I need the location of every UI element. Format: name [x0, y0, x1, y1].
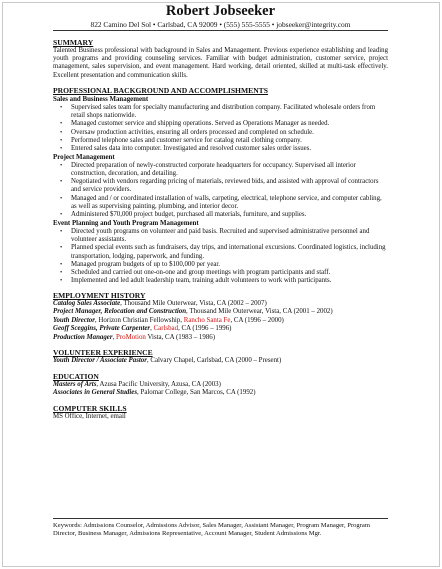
bullet-icon: •	[60, 120, 63, 128]
professional-heading: PROFESSIONAL BACKGROUND AND ACCOMPLISHMENTS	[53, 85, 268, 95]
list-item: • Scheduled and carried out one-on-one and group meetings with program participants and staff.	[60, 268, 331, 276]
bullet-icon: •	[60, 162, 63, 170]
bullet-icon: •	[60, 244, 63, 252]
bullet-icon: •	[60, 276, 63, 284]
bullet-icon: •	[60, 144, 63, 152]
list-item: • Entered sales data into computer. Investigated and resolved customer sales order issues.	[60, 144, 312, 152]
education-entry: Associates in General Studies, Palomar College, San Marcos, CA (1992)	[53, 389, 256, 397]
list-item: • Negotiated with vendors regarding pricing of materials, reviewed bids, and assisted with approval of contractors and service providers.	[60, 178, 379, 194]
group-title-events: Event Planning and Youth Program Management	[53, 219, 199, 227]
computer-skills-text: MS Office, Internet, email	[53, 412, 126, 420]
employment-heading: EMPLOYMENT HISTORY	[53, 290, 146, 300]
employment-entry: Catalog Sales Associate, Thousand Mile Outerwear, Vista, CA (2002 – 2007)	[53, 299, 267, 307]
highlighted-text: ProMotion	[116, 333, 146, 341]
list-item: • Planned special events such as fundraisers, day trips, and international excursions. Coordinated logistics, including transportation, lodging, paperwork, and funding.	[60, 244, 386, 260]
employment-entry: Production Manager, ProMotion Vista, CA (1983 – 1986)	[53, 333, 216, 341]
bullet-icon: •	[60, 128, 63, 136]
contact-line: 822 Camino Del Sol • Carlsbad, CA 92009 • (555) 555-5555 • jobseeker@integrity.com	[53, 20, 388, 31]
volunteer-entry: Youth Director / Associate Pastor, Calvary Chapel, Carlsbad, CA (2000 – Present)	[53, 357, 282, 365]
candidate-name: Robert Jobseeker	[165, 3, 276, 19]
bullet-icon: •	[60, 178, 63, 186]
bullet-icon: •	[60, 104, 63, 112]
sales-bullets	[53, 104, 388, 153]
bullet-icon: •	[60, 268, 63, 276]
list-item: • Supervised sales team for specialty manufacturing and distribution company. Facilitated wholesale orders from retail shops nationwide.	[60, 104, 376, 120]
volunteer-heading: VOLUNTEER EXPERIENCE	[53, 348, 153, 358]
list-item: • Implemented and led adult leadership team, training adult volunteers to work with participants.	[60, 276, 332, 284]
list-item: • Performed telephone sales and customer service for catalog retail clothing company.	[60, 136, 302, 144]
events-bullets	[53, 228, 388, 285]
group-title-project: Project Management	[53, 153, 115, 161]
employment-entry: Geoff Sceggins, Private Carpenter, Carlsbad, CA (1996 – 1996)	[53, 325, 232, 333]
list-item: • Managed and / or coordinated installation of walls, carpeting, electrical, telephone service, and computer cabling, as well as supervising painting, plumbing, and interior decor.	[60, 194, 382, 210]
computer-skills-heading: COMPUTER SKILLS	[53, 403, 127, 413]
bullet-icon: •	[60, 194, 63, 202]
employment-entry: Project Manager, Relocation and Construction, Thousand Mile Outerwear, Vista, CA (2001 – 2002)	[53, 308, 333, 316]
bullet-icon: •	[60, 210, 63, 218]
highlighted-text: Rancho Santa Fe	[183, 316, 231, 324]
list-item: • Directed preparation of newly-constructed corporate headquarters for occupancy. Supervised all interior construction, decoration, and detailing.	[60, 162, 356, 178]
list-item: • Managed customer service and shipping operations. Served as Operations Manager as needed.	[60, 120, 330, 128]
bullet-icon: •	[60, 260, 63, 268]
list-item: • Oversaw production activities, ensuring all orders processed and completed on schedule.	[60, 128, 314, 136]
project-bullets	[53, 162, 388, 219]
list-item: • Managed program budgets of up to $100,000 per year.	[60, 260, 221, 268]
education-heading: EDUCATION	[53, 371, 99, 381]
list-item: • Administered $70,000 project budget, purchased all materials, furniture, and supplies.	[60, 210, 307, 218]
education-entry: Masters of Arts, Azusa Pacific University, Azusa, CA (2003)	[53, 380, 221, 388]
summary-text: Talented Business professional with background in Sales and Management. Previous experience establishing and leading youth programs and providing counseling services. Familiar with budget administration, customer service, project management, sales supervision, and event management. Hard working, detail oriented, skilled at multi-task effectively. Excellent presentation and communication skills.	[53, 47, 388, 79]
list-item: • Directed youth programs on volunteer and paid basis. Recruited and supervised administrative personnel and volunteer assistants.	[60, 228, 370, 244]
employment-entry: Youth Director, Horizon Christian Fellowship, Rancho Santa Fe, CA (1996 – 2000)	[53, 316, 284, 324]
keywords-footer: Keywords: Admissions Counselor, Admissions Advisor, Sales Manager, Assistant Manager, Program Manager, Program Director, Business Manager, Admissions Representative, Account Manager, Student Admissions Mgr.	[53, 518, 388, 539]
summary-heading: SUMMARY	[53, 38, 94, 47]
bullet-icon: •	[60, 136, 63, 144]
bullet-icon: •	[60, 228, 63, 236]
resume-content	[53, 3, 388, 421]
highlighted-text: Carlsbad	[153, 325, 179, 333]
group-title-sales: Sales and Business Management	[53, 95, 149, 103]
